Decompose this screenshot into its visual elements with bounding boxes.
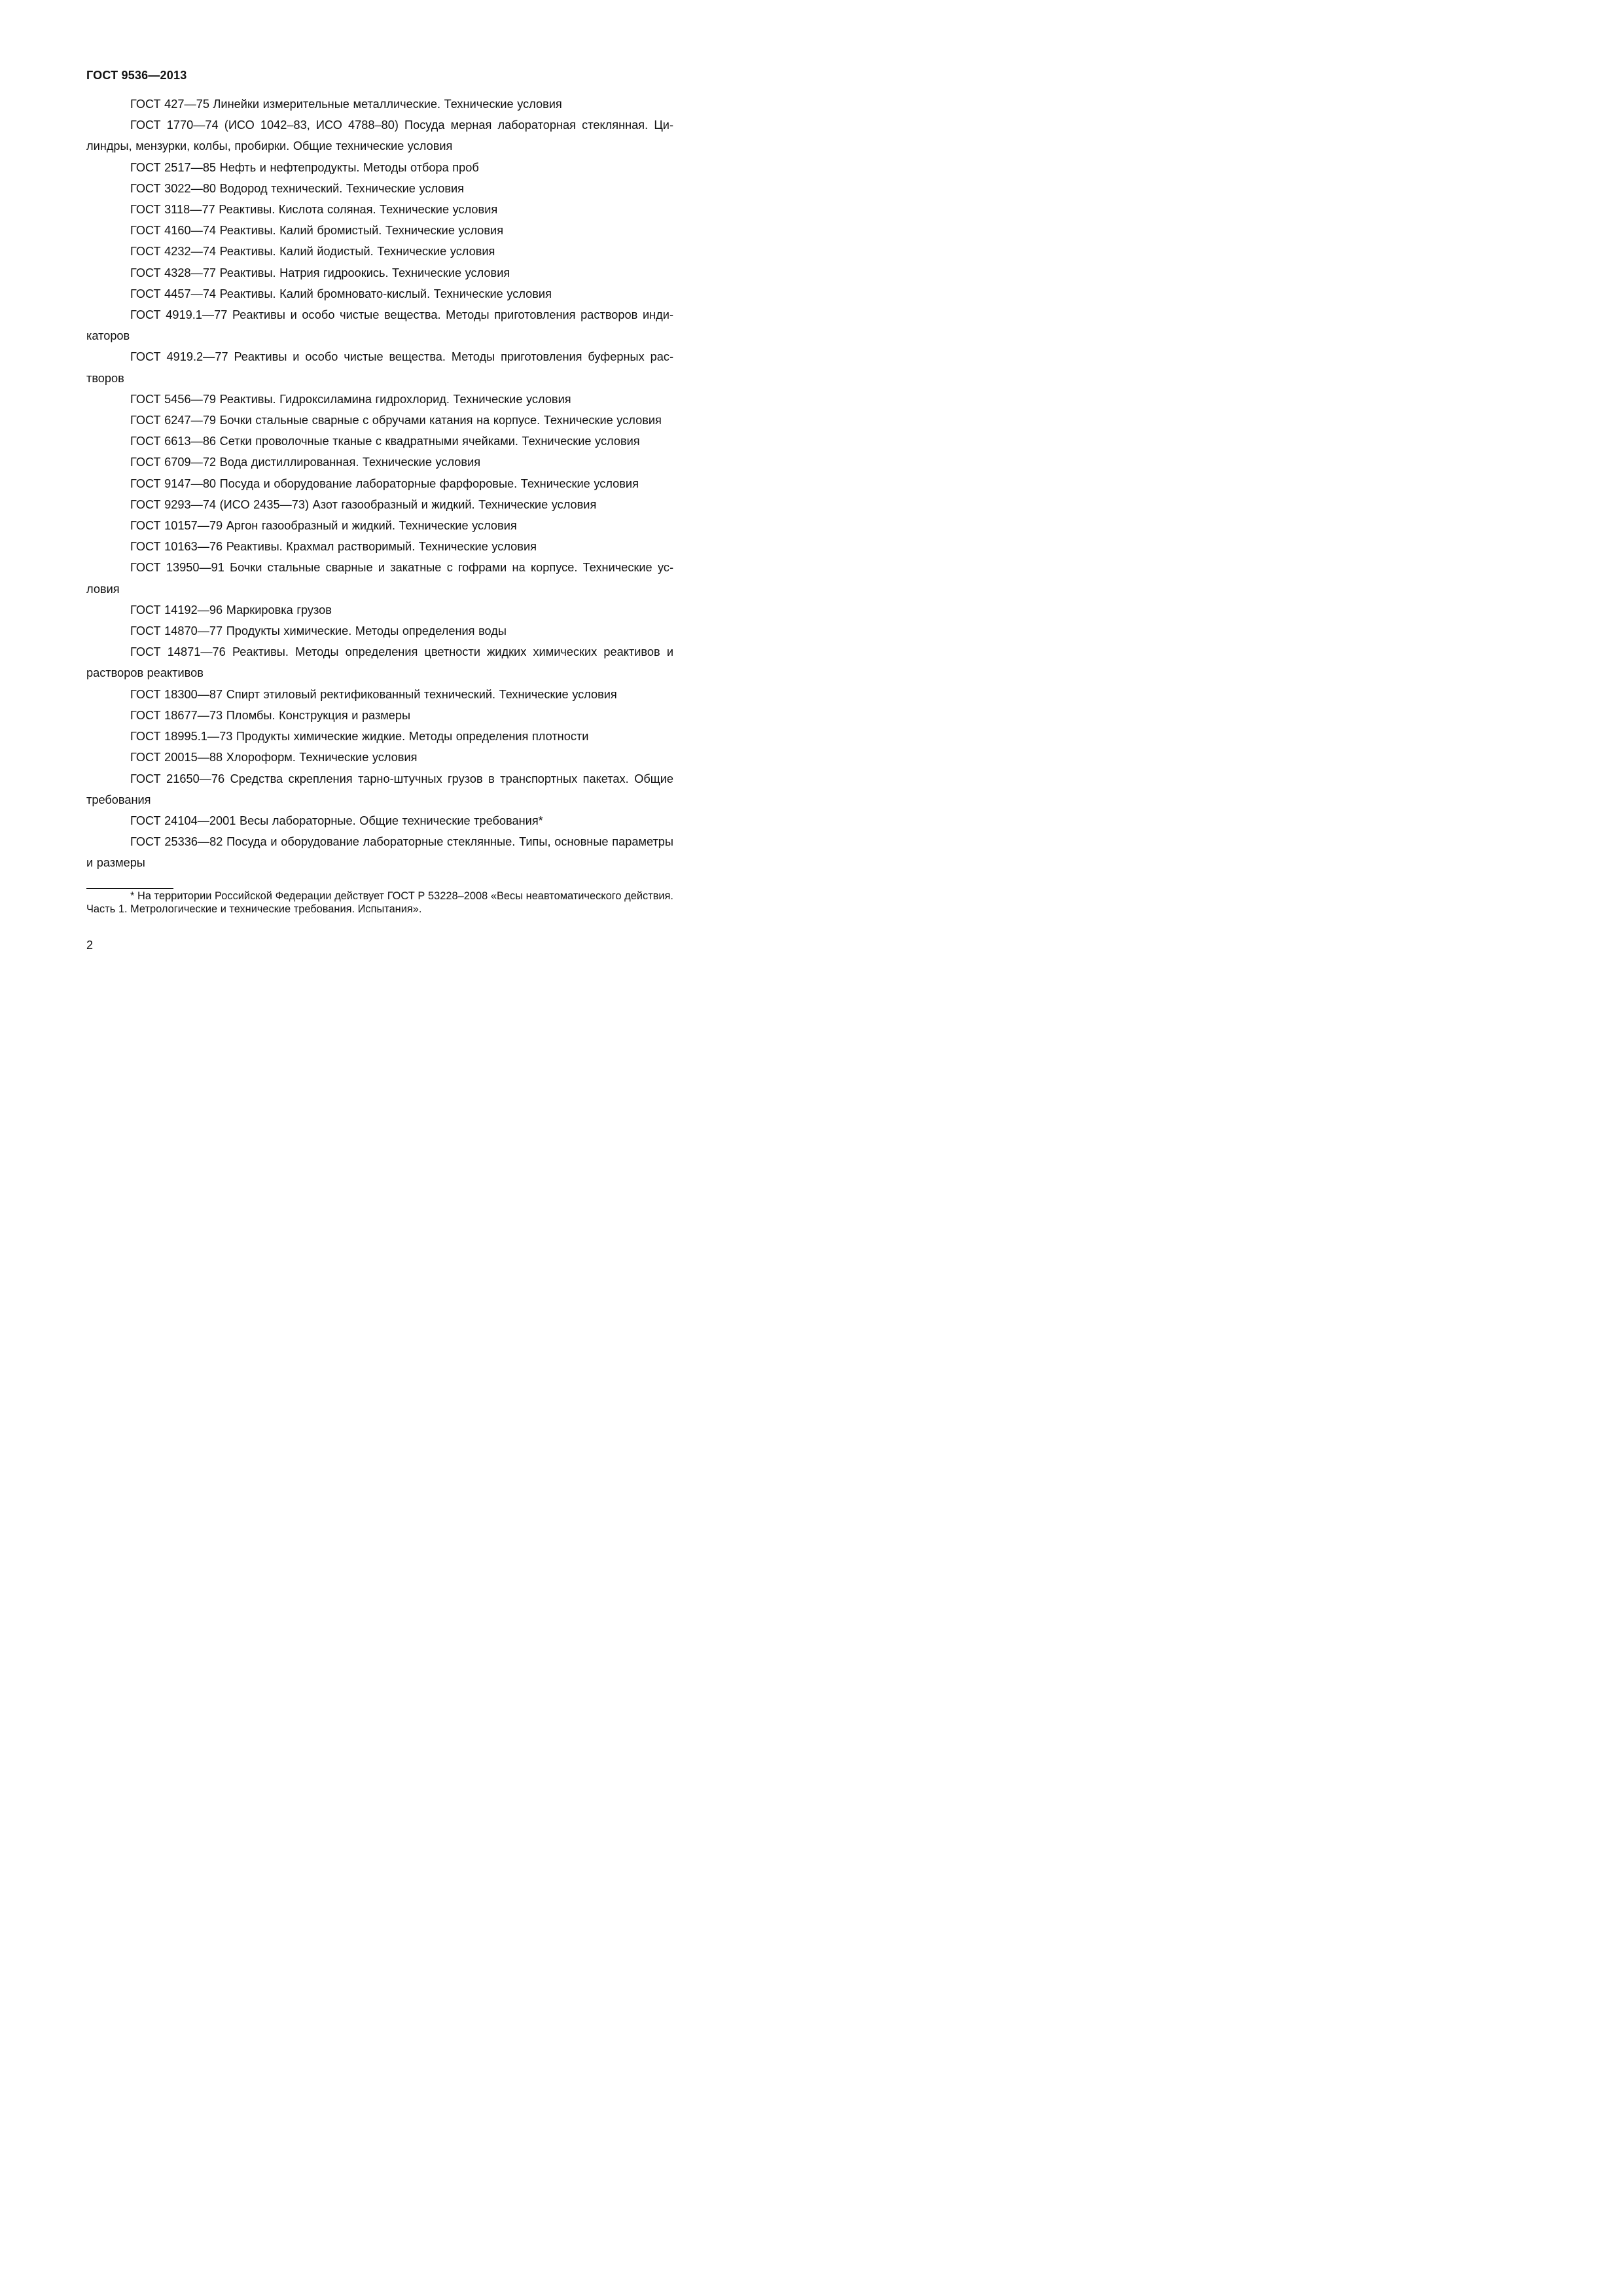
- reference-item: ГОСТ 13950—91 Бочки стальные сварные и закатные с гофрами на корпусе. Технические условия: [86, 561, 673, 596]
- reference-item: ГОСТ 3022—80 Водород технический. Технические условия: [130, 181, 465, 195]
- reference-item: ГОСТ 1770—74 (ИСО 1042–83, ИСО 4788–80) Посуда мерная лабораторная стеклянная. Цилиндры, мензурки, колбы, пробирки. Общие технические условия: [86, 118, 673, 153]
- reference-item: ГОСТ 4919.1—77 Реактивы и особо чистые вещества. Методы приготовления растворов индикаторов: [86, 308, 673, 343]
- reference-item: ГОСТ 9147—80 Посуда и оборудование лабораторные фарфоровые. Технические условия: [130, 476, 639, 490]
- normative-references-list: [86, 94, 673, 874]
- reference-item: ГОСТ 3118—77 Реактивы. Кислота соляная. Технические условия: [130, 203, 498, 217]
- reference-item: ГОСТ 24104—2001 Весы лабораторные. Общие технические требования*: [130, 814, 543, 827]
- reference-item: ГОСТ 10157—79 Аргон газообразный и жидкий. Технические условия: [130, 519, 517, 533]
- footnote: * На территории Российской Федерации действует ГОСТ Р 53228–2008 «Весы неавтоматического действия. Часть 1. Метрологические и технические требования. Испытания».: [86, 890, 673, 915]
- reference-item: ГОСТ 4328—77 Реактивы. Натрия гидроокись. Технические условия: [130, 266, 510, 279]
- reference-item: ГОСТ 427—75 Линейки измерительные металлические. Технические условия: [130, 98, 562, 111]
- reference-item: ГОСТ 4232—74 Реактивы. Калий йодистый. Технические условия: [130, 245, 495, 259]
- reference-item: ГОСТ 5456—79 Реактивы. Гидроксиламина гидрохлорид. Технические условия: [130, 392, 571, 406]
- page-number: 2: [86, 939, 94, 952]
- reference-item: ГОСТ 4919.2—77 Реактивы и особо чистые вещества. Методы приготовления буферных растворов: [86, 350, 673, 385]
- reference-item: ГОСТ 14192—96 Маркировка грузов: [130, 603, 332, 617]
- reference-item: ГОСТ 18677—73 Пломбы. Конструкция и размеры: [130, 708, 411, 722]
- reference-item: ГОСТ 18300—87 Спирт этиловый ректификованный технический. Технические условия: [130, 687, 617, 701]
- reference-item: ГОСТ 10163—76 Реактивы. Крахмал растворимый. Технические условия: [130, 540, 537, 554]
- reference-item: ГОСТ 20015—88 Хлороформ. Технические условия: [130, 751, 418, 764]
- reference-item: ГОСТ 6247—79 Бочки стальные сварные с обручами катания на корпусе. Технические условия: [130, 414, 662, 427]
- reference-item: ГОСТ 18995.1—73 Продукты химические жидкие. Методы определения плотности: [130, 730, 589, 744]
- reference-item: ГОСТ 9293—74 (ИСО 2435—73) Азот газообразный и жидкий. Технические условия: [130, 497, 597, 511]
- reference-item: ГОСТ 4160—74 Реактивы. Калий бромистый. Технические условия: [130, 224, 504, 238]
- reference-item: ГОСТ 4457—74 Реактивы. Калий бромновато-кислый. Технические условия: [130, 287, 552, 300]
- reference-item: ГОСТ 14871—76 Реактивы. Методы определения цветности жидких химических реактивов и растворов реактивов: [86, 645, 673, 680]
- footnote-divider: [86, 888, 173, 889]
- document-header: [86, 69, 187, 82]
- reference-item: ГОСТ 6613—86 Сетки проволочные тканые с квадратными ячейками. Технические условия: [130, 435, 640, 448]
- standard-code: ГОСТ 9536—2013: [86, 69, 187, 82]
- reference-item: ГОСТ 2517—85 Нефть и нефтепродукты. Методы отбора проб: [130, 160, 479, 174]
- reference-item: ГОСТ 25336—82 Посуда и оборудование лабораторные стеклянные. Типы, основные параметры и размеры: [86, 835, 673, 870]
- reference-item: ГОСТ 21650—76 Средства скрепления тарно-штучных грузов в транспортных пакетах. Общие требования: [86, 772, 673, 806]
- reference-item: ГОСТ 14870—77 Продукты химические. Методы определения воды: [130, 624, 507, 638]
- reference-item: ГОСТ 6709—72 Вода дистиллированная. Технические условия: [130, 456, 481, 469]
